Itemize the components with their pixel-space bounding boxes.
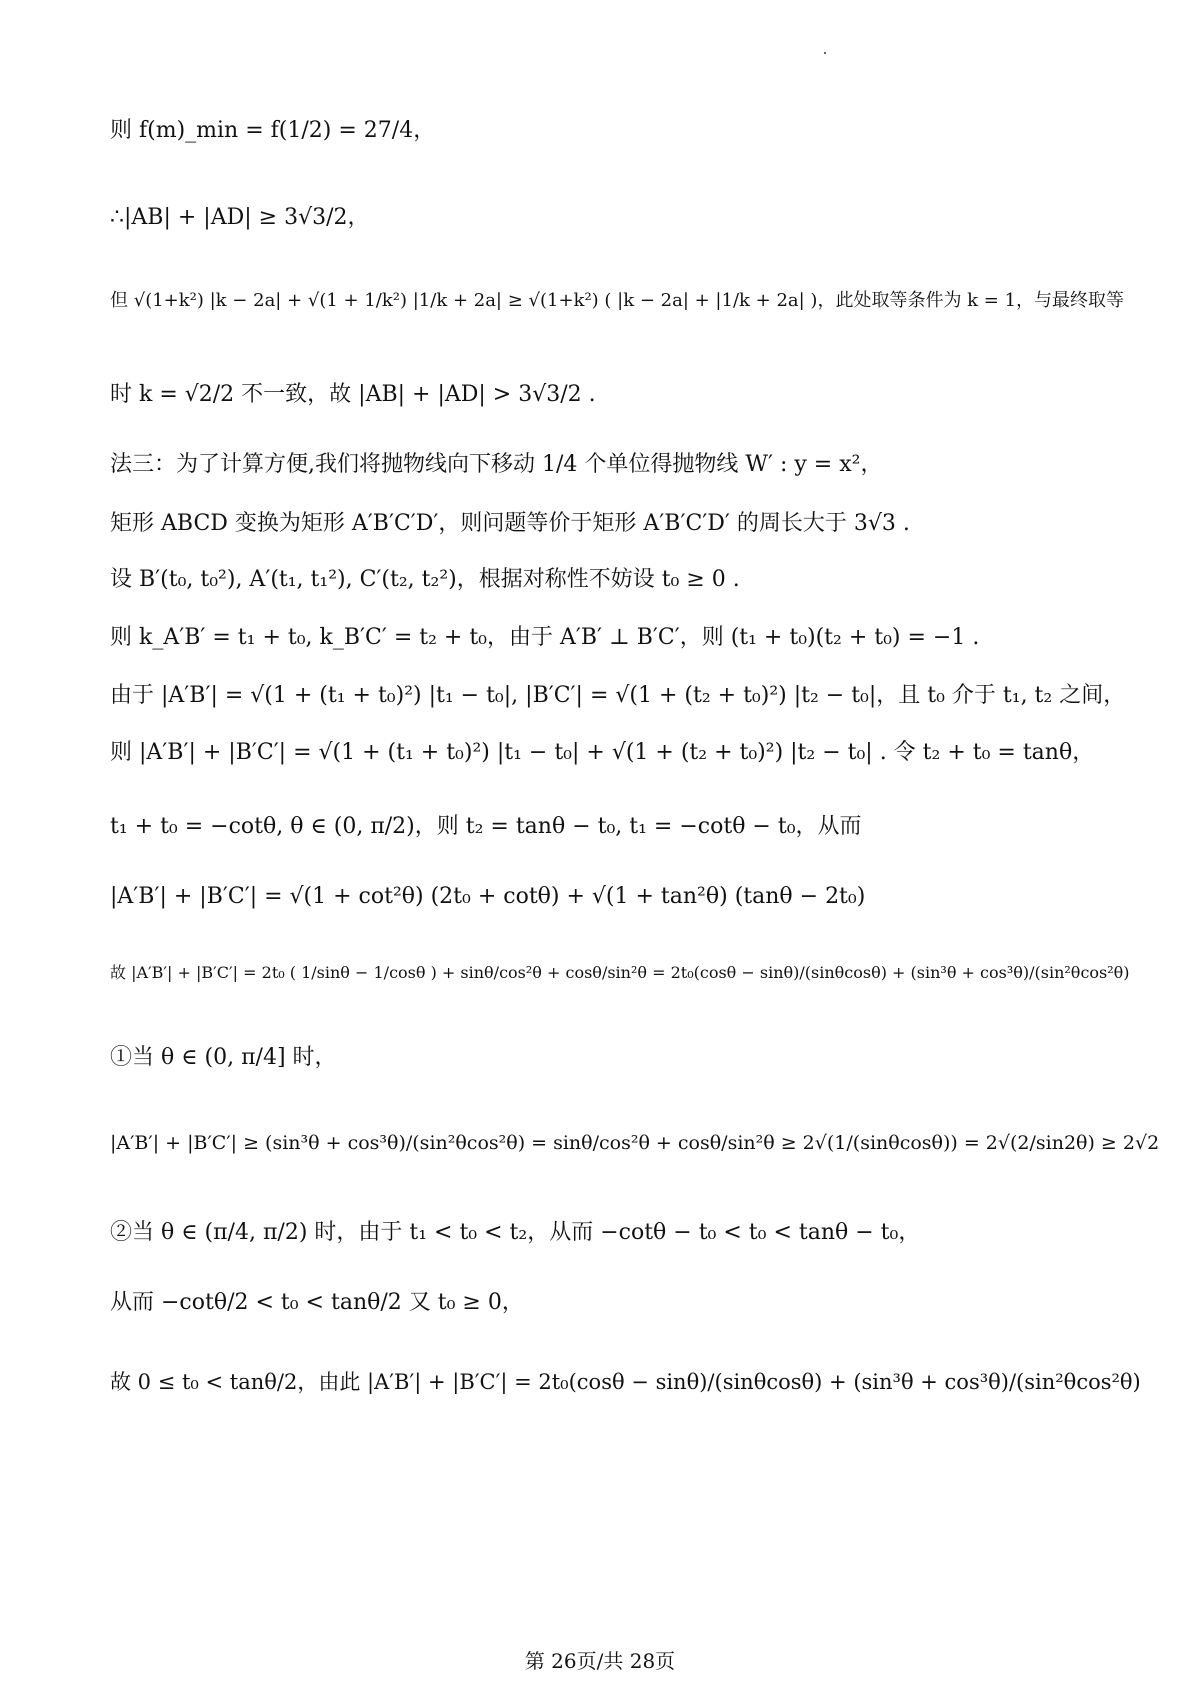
text-line-2: ∴|AB| + |AD| ≥ 3√3/2， <box>110 205 370 230</box>
text-line-7: 设 B′(t₀, t₀²), A′(t₁, t₁²), C′(t₂, t₂²)，根据对称性不妨设 t₀ ≥ 0 . <box>110 567 740 592</box>
text-line-18: 故 0 ≤ t₀ < tanθ/2，由此 |A′B′| + |B′C′| = 2t₀(cosθ − sinθ)/(sinθcosθ) + (sin³θ + cos³θ)/(sin²θcos²θ) <box>110 1370 1141 1394</box>
text-line-13: 故 |A′B′| + |B′C′| = 2t₀ ( 1/sinθ − 1/cosθ ) + sinθ/cos²θ + cosθ/sin²θ = 2t₀(cosθ − sinθ)/(sinθcosθ) + (sin³θ + cos³θ)/(sin²θcos²θ) <box>110 963 1130 982</box>
text-line-14: ①当 θ ∈ (0, π/4] 时， <box>110 1045 337 1070</box>
text-line-3: 但 √(1+k²) |k − 2a| + √(1 + 1/k²) |1/k + 2a| ≥ √(1+k²) ( |k − 2a| + |1/k + 2a| )，此处取等条件为 k = 1，与最终取等 <box>110 290 1125 311</box>
text-line-17: 从而 −cotθ/2 < t₀ < tanθ/2 又 t₀ ≥ 0， <box>110 1290 524 1315</box>
page-footer: 第 26页/共 28页 <box>524 1649 676 1673</box>
text-line-16: ②当 θ ∈ (π/4, π/2) 时，由于 t₁ < t₀ < t₂，从而 −cotθ − t₀ < t₀ < tanθ − t₀， <box>110 1220 921 1245</box>
text-line-5: 法三：为了计算方便,我们将抛物线向下移动 1/4 个单位得抛物线 W′ : y = x²， <box>110 452 883 477</box>
text-line-10: 则 |A′B′| + |B′C′| = √(1 + (t₁ + t₀)²) |t₁ − t₀| + √(1 + (t₂ + t₀)²) |t₂ − t₀| . 令 t₂ + t₀ = tanθ， <box>110 740 1095 765</box>
text-line-15: |A′B′| + |B′C′| ≥ (sin³θ + cos³θ)/(sin²θcos²θ) = sinθ/cos²θ + cosθ/sin²θ ≥ 2√(1/(sinθcosθ)) = 2√(2/sin2θ) ≥ 2√2 <box>110 1132 1160 1154</box>
text-line-12: |A′B′| + |B′C′| = √(1 + cot²θ) (2t₀ + cotθ) + √(1 + tan²θ) (tanθ − 2t₀) <box>110 884 866 909</box>
text-line-4: 时 k = √2/2 不一致，故 |AB| + |AD| > 3√3/2 . <box>110 382 596 407</box>
text-line-11: t₁ + t₀ = −cotθ, θ ∈ (0, π/2)，则 t₂ = tanθ − t₀, t₁ = −cotθ − t₀，从而 <box>110 814 862 839</box>
text-line-6: 矩形 ABCD 变换为矩形 A′B′C′D′，则问题等价于矩形 A′B′C′D′ 的周长大于 3√3 . <box>110 511 910 536</box>
scan-speck <box>824 52 826 54</box>
text-line-9: 由于 |A′B′| = √(1 + (t₁ + t₀)²) |t₁ − t₀|, |B′C′| = √(1 + (t₂ + t₀)²) |t₂ − t₀|，且 t₀ 介于 t₁, t₂ 之间， <box>110 683 1126 708</box>
text-line-1: 则 f(m)_min = f(1/2) = 27/4， <box>110 118 436 143</box>
text-line-8: 则 k_A′B′ = t₁ + t₀, k_B′C′ = t₂ + t₀，由于 A′B′ ⊥ B′C′，则 (t₁ + t₀)(t₂ + t₀) = −1 . <box>110 625 980 650</box>
